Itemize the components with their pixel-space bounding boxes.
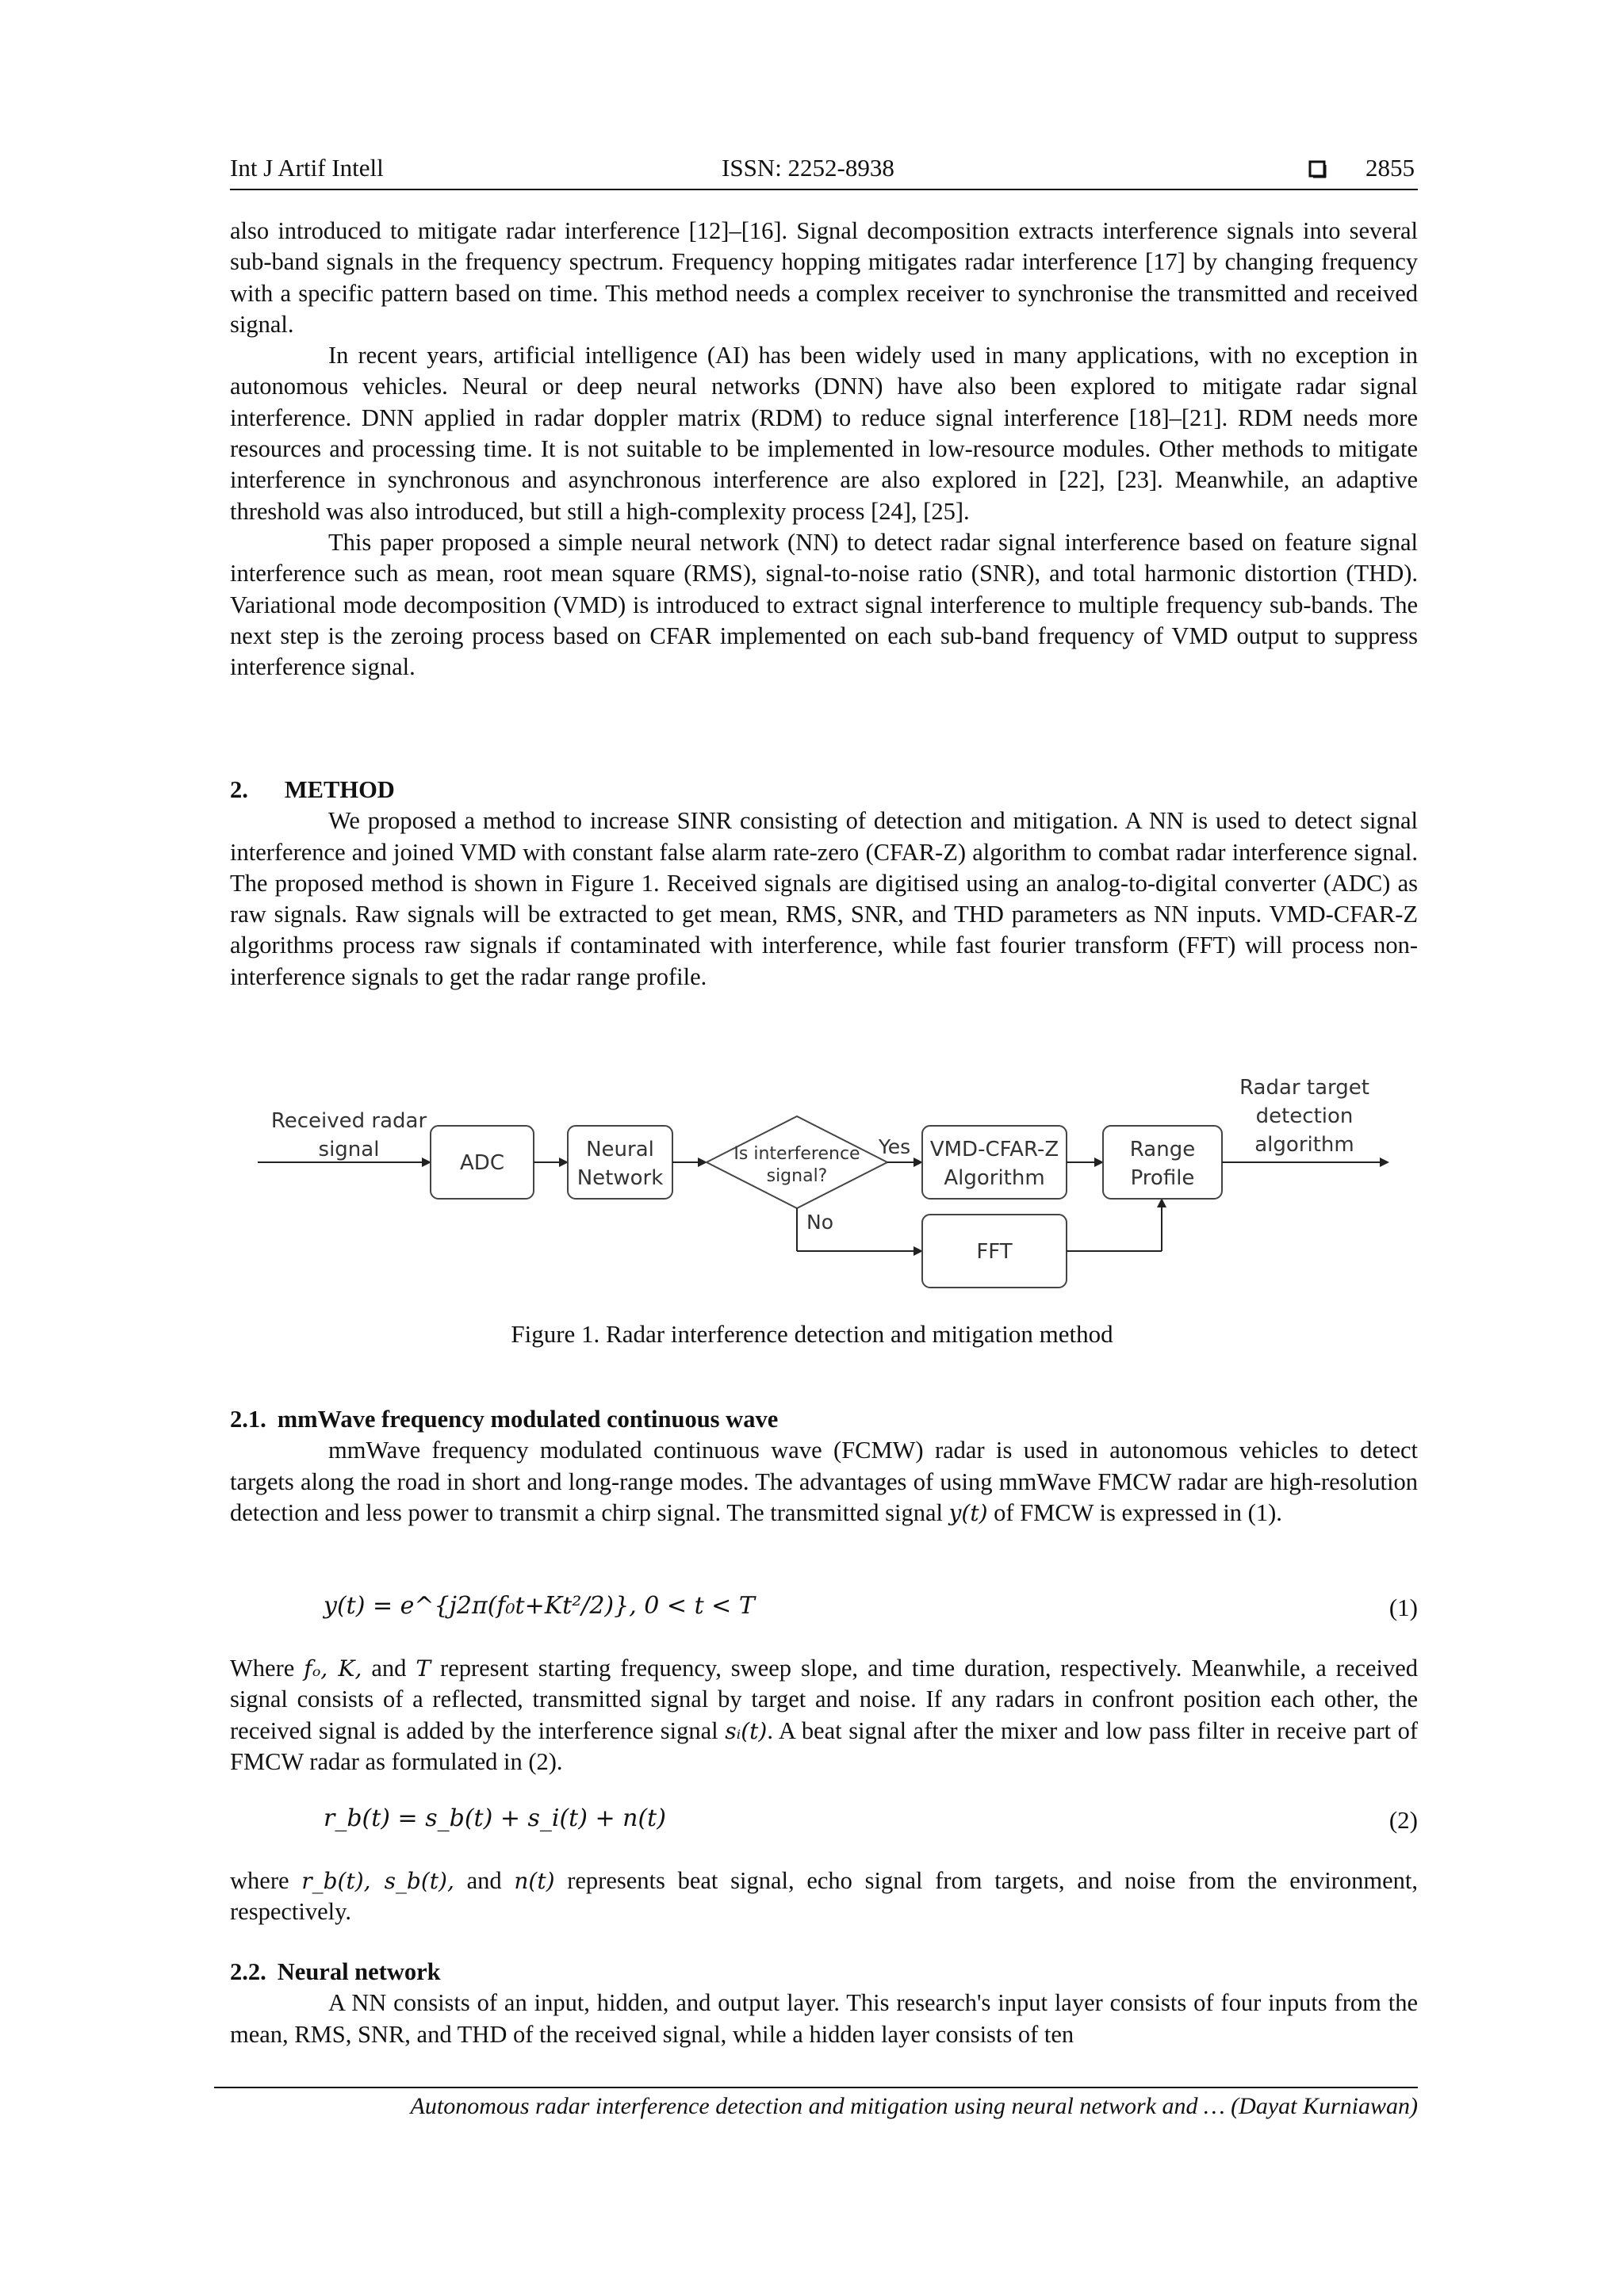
range-label-line1: Range: [1129, 1138, 1196, 1161]
subsection-2-2-paragraph-1: A NN consists of an input, hidden, and output layer. This research's input layer consists of four inputs from the mean, RMS, SNR, and THD of the received signal, while a hidden layer consists of ten: [230, 1989, 1418, 2048]
method-section: [230, 775, 1418, 993]
method-title: METHOD: [284, 776, 395, 803]
header-rule: [230, 189, 1418, 190]
subsection-2-2-title: Neural network: [277, 1958, 441, 1985]
decision-label-line1: Is interference: [733, 1144, 860, 1164]
subsection-2-2: [230, 1957, 1418, 2050]
method-paragraph-1: We proposed a method to increase SINR consisting of detection and mitigation. A NN is used to detect signal interference and joined VMD with constant false alarm rate-zero (CFAR-Z) algorithm to combat radar interference signal. The proposed method is shown in Figure 1. Received signals are digitised using an analog-to-digital converter (ADC) as raw signals. Raw signals will be extracted to get mean, RMS, SNR, and THD parameters as NN inputs. VMD-CFAR-Z algorithms process raw signals if contaminated with interference, while fast fourier transform (FFT) will process non-interference signals to get the radar range profile.: [230, 807, 1418, 990]
equation-2-number: (2): [1388, 1806, 1418, 1834]
range-label-line2: Profile: [1130, 1166, 1195, 1190]
subsection-2-1: [230, 1404, 1418, 1529]
subsection-2-1-paragraph-1: mmWave frequency modulated continuous wave (FCMW) radar is used in autonomous vehicles to detect targets along the road in short and long-range modes. The advantages of using mmWave FMCW radar are high-resolution detection and less power to transmit a chirp signal. The transmitted signal y(t) of FMCW is expressed in (1).: [230, 1437, 1418, 1526]
page-number: 2855: [1365, 154, 1415, 182]
subsection-2-1-paragraph-2-block: [230, 1653, 1418, 1777]
method-heading: [230, 775, 1418, 806]
equation-1-text: y(t) = e^{j2π(f₀t+Kt²/2)}, 0 < t < T: [324, 1592, 755, 1620]
subsection-2-1-paragraph-3-block: [230, 1866, 1418, 1928]
subsection-2-1-number: 2.1.: [230, 1406, 266, 1433]
intro-paragraph-3: This paper proposed a simple neural network (NN) to detect radar signal interference based on feature signal interference such as mean, root mean square (RMS), signal-to-noise ratio (SNR), and total harmonic distortion (THD). Variational mode decomposition (VMD) is introduced to extract signal interference to multiple frequency sub-bands. The next step is the zeroing process based on CFAR implemented on each sub-band frequency of VMD output to suppress interference signal.: [230, 528, 1418, 681]
vmd-label-line2: Algorithm: [944, 1166, 1045, 1190]
vmd-label-line1: VMD-CFAR-Z: [929, 1138, 1059, 1161]
equation-1-row: [230, 1592, 1418, 1630]
checkbox-glyph-icon: [1308, 157, 1327, 176]
output-label-line3: algorithm: [1254, 1133, 1354, 1157]
decision-label-line2: signal?: [766, 1166, 828, 1186]
intro-paragraph-1: also introduced to mitigate radar interference [12]–[16]. Signal decomposition extracts interference signals into several sub-band signals in the frequency spectrum. Frequency hopping mitigates radar interference [17] by changing frequency with a specific pattern based on time. This method needs a complex receiver to synchronise the transmitted and received signal.: [230, 217, 1418, 338]
equation-1-number: (1): [1388, 1594, 1418, 1621]
nn-label-line2: Network: [576, 1166, 664, 1190]
adc-label: ADC: [460, 1151, 504, 1175]
figure-1-diagram: [246, 1070, 1419, 1308]
intro-section: [230, 216, 1418, 683]
equation-2-text: r_b(t) = s_b(t) + s_i(t) + n(t): [324, 1804, 666, 1832]
equation-1: [324, 1592, 755, 1620]
figure-1-caption: Figure 1. Radar interference detection and mitigation method: [511, 1320, 1113, 1348]
no-label: No: [806, 1211, 833, 1234]
subsection-2-2-heading: [230, 1957, 1418, 1988]
running-footer: Autonomous radar interference detection and mitigation using neural network and … (Dayat Kurniawan): [410, 2093, 1418, 2119]
journal-name: Int J Artif Intell: [230, 154, 384, 182]
output-label-line2: detection: [1255, 1104, 1354, 1128]
symbol-y-t: y(t): [948, 1499, 988, 1526]
fft-label: FFT: [976, 1240, 1013, 1264]
footer-rule: [214, 2087, 1418, 2088]
subsection-2-1-title: mmWave frequency modulated continuous wave: [277, 1406, 779, 1433]
subsection-2-1-heading: [230, 1404, 1418, 1435]
nn-label-line1: Neural: [586, 1138, 654, 1161]
subsection-2-2-number: 2.2.: [230, 1958, 266, 1985]
equation-2-row: [230, 1804, 1418, 1843]
intro-paragraph-2: In recent years, artificial intelligence (AI) has been widely used in many applications, with no exception in autonomous vehicles. Neural or deep neural networks (DNN) have also been explored to mitigate radar signal interference. DNN applied in radar doppler matrix (RDM) to reduce signal interference [18]–[21]. RDM needs more resources and processing time. It is not suitable to be implemented in low-resource modules. Other methods to mitigate interference in synchronous and asynchronous interference are also explored in [22], [23]. Meanwhile, an adaptive threshold was also introduced, but still a high-complexity process [24], [25].: [230, 342, 1418, 525]
input-label-line2: signal: [318, 1138, 380, 1161]
yes-label: Yes: [878, 1135, 911, 1158]
output-label-line1: Radar target: [1239, 1076, 1369, 1100]
subsection-2-1-paragraph-2: Where fₒ, K, and T represent starting frequency, sweep slope, and time duration, respectively. Meanwhile, a received signal consists of a reflected, transmitted signal by target and noise. If any radars in confront position each other, the received signal is added by the interference signal sᵢ(t). A beat signal after the mixer and low pass filter in receive part of FMCW radar as formulated in (2).: [230, 1655, 1418, 1775]
issn: ISSN: 2252-8938: [722, 154, 894, 182]
subsection-2-1-paragraph-3: where r_b(t), s_b(t), and n(t) represents beat signal, echo signal from targets, and noise from the environment, respectively.: [230, 1867, 1418, 1926]
input-label-line1: Received radar: [270, 1109, 427, 1133]
equation-2: [324, 1804, 666, 1832]
method-number: 2.: [230, 776, 248, 803]
